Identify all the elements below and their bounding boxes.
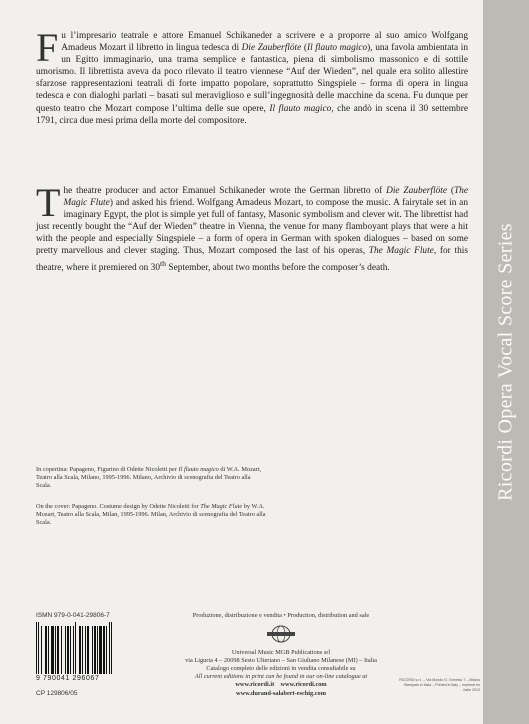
side-stripe: [483, 0, 529, 724]
drop-cap: F: [36, 25, 59, 70]
url-ricordi-it[interactable]: www.ricordi.it: [235, 681, 275, 689]
text-segment: ), una favola ambientata in un Egitto immaginario, una trama semplice e fantastica, piena di simbolismo massonico e di sottile umorismo. Il librettista aveva da poco rilevato il teatro viennese “Auf der Wieden”, nel quale era solito allestire sfarzose rappresentazioni teatrali di forte impatto popolare, soprattutto Singspiele – forma di opera in lingua tedesca e con dialoghi parlati – basati sul meraviglioso e sull’ingegnosità delle macchine da scena. Fu dunque per questo teatro che Mozart compose l’ultima delle sue opere,: [36, 43, 468, 114]
opera-title: The Magic Flute: [368, 246, 434, 257]
url-ricordi[interactable]: [166, 681, 396, 689]
catalogue-note-en: [166, 673, 396, 681]
url-durand[interactable]: www.durand-salabert-eschig.com: [236, 689, 326, 697]
opera-title: Il flauto magico: [178, 466, 219, 473]
catalogue-note-it: Catalogo completo delle edizioni in vendita consultabile su: [206, 665, 356, 673]
opera-title: Il flauto magico: [269, 103, 332, 114]
series-title: Ricordi Opera Vocal Score Series: [494, 223, 517, 501]
cover-caption-english: [36, 503, 266, 527]
opera-title: The Magic Flute: [200, 503, 243, 510]
barcode-number: 9 790041 296067: [36, 675, 100, 682]
opera-title: Il flauto magico: [307, 43, 368, 54]
ismn-label: ISMN 979-0-041-29806-7: [36, 612, 110, 619]
text-segment: he theatre producer and actor Emanuel Schikaneder wrote the German libretto of: [63, 186, 387, 196]
production-line: Produzione, distribuzione e vendita • Production, distribution and sale: [192, 612, 370, 619]
english-paragraph: [36, 180, 469, 274]
text-segment: , for this theatre, where it premiered on 30: [36, 246, 469, 273]
publisher-name: Universal Music MGB Publications srl: [231, 649, 331, 657]
text-segment: u l’impresario teatrale e attore Emanuel Schikaneder a scrivere e a proporre al suo amico Wolfgang Amadeus Mozart il libretto in lingua tedesca di: [61, 31, 468, 54]
url-ricordi-com[interactable]: www.ricordi.com: [280, 681, 327, 689]
text-segment: by W.A. Mozart, Teatro alla Scala, Milan, 1995-1996. Milan, Archivio di scenografia del Teatro alla Scala.: [36, 503, 266, 527]
catalogue-note-text: All current editions in print can be found in our on-line catalogue at: [194, 673, 368, 681]
legal-line: Stampato in Italia – Printed in Italy – Imprimé en Italie 2010: [403, 683, 480, 692]
text-segment: di W.A. Mozart, Teatro alla Scala, Milano, 1995-1996. Milano, Archivio di scenografia del Teatro alla Scala.: [36, 466, 262, 490]
text-segment: ) and asked his friend. Wolfgang Amadeus Mozart, to compose the music. A fairytale set in an imaginary Egypt, the plot is simple yet full of fantasy, Masonic symbolism and clever wit. The librettist had just recently bought the “Auf der Wieden” theatre in Vienna, the venue for many flamboyant plays that were a hit with the people and especially Singspiele – a form of opera in German with spoken dialogues – based on some pretty marvellous and clever staging. Thus, Mozart composed the last of his operas,: [36, 198, 468, 257]
italian-paragraph: [36, 25, 468, 127]
cover-caption-italian: [36, 466, 266, 490]
universal-globe-logo-icon: [261, 624, 301, 644]
opera-title: The Magic Flute: [63, 186, 468, 209]
text-segment: (: [301, 43, 307, 54]
text-segment: (: [447, 186, 454, 196]
barcode-bar: [111, 622, 112, 674]
opera-title: Die Zauberflöte: [241, 43, 302, 54]
text-segment: On the cover: Papageno. Costume design by Odette Nicoletti for: [36, 503, 201, 510]
drop-cap: T: [36, 180, 61, 225]
text-segment: , che andò in scena il 30 settembre 1791, circa due mesi prima della morte del compositore.: [36, 103, 468, 126]
catalogue-number: CP 129806/05: [36, 690, 78, 697]
text-segment: In copertina: Papageno, Figurino di Odette Nicoletti per: [36, 466, 179, 473]
barcode: [36, 622, 158, 674]
opera-title: Die Zauberflöte: [386, 186, 448, 196]
legal-line: RICORDI s.r.l. – Via Mondo G. Genesio 7 – Milano: [399, 678, 480, 682]
ordinal-suffix: th: [160, 258, 167, 268]
publisher-block: [166, 612, 396, 698]
publisher-address: via Liguria 4 – 20098 Sesto Ulteriano – San Giuliano Milanese (MI) – Italia: [185, 657, 377, 665]
barcode-block: [36, 612, 158, 697]
text-segment: September, about two months before the composer’s death.: [166, 262, 390, 273]
legal-imprint: [398, 678, 480, 693]
